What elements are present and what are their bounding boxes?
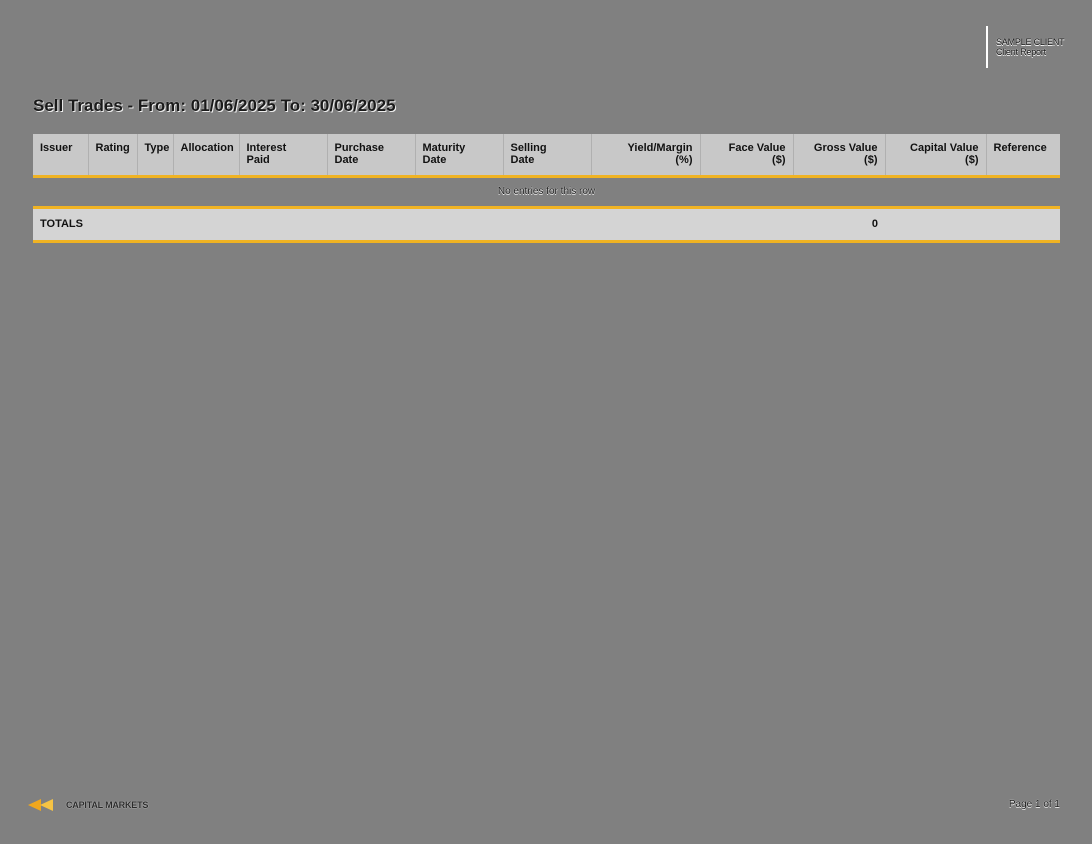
column-header-interest-paid-line2: Paid xyxy=(246,154,270,166)
column-header-selling-date-line1: Selling xyxy=(510,142,547,154)
column-header-purchase-date-line2: Date xyxy=(334,154,359,166)
column-header-purchase-date[interactable] xyxy=(327,134,415,177)
column-header-allocation[interactable] xyxy=(173,134,239,177)
column-header-gross-value[interactable] xyxy=(793,134,885,177)
column-header-type[interactable] xyxy=(137,134,173,177)
empty-state-message: No entries for this row xyxy=(33,177,1060,208)
client-name: SAMPLE CLIENT xyxy=(996,37,1065,47)
totals-reference xyxy=(986,208,1060,242)
client-header-block xyxy=(986,26,1064,68)
page-title: Sell Trades - From: 01/06/2025 To: 30/06/2025 xyxy=(33,96,396,115)
table-footer xyxy=(33,208,1060,242)
footer-logo-text: CAPITAL MARKETS xyxy=(66,800,149,810)
chevron-logo-icon xyxy=(28,798,60,812)
column-header-interest-paid-line1: Interest xyxy=(246,142,287,154)
column-header-capital-value[interactable] xyxy=(885,134,986,177)
column-header-face-value[interactable] xyxy=(700,134,793,177)
column-header-interest-paid[interactable] xyxy=(239,134,327,177)
column-header-face-value-line1: Face Value xyxy=(728,142,786,154)
client-subtitle: Client Report xyxy=(996,47,1046,57)
totals-yield-margin xyxy=(591,208,700,242)
column-header-issuer-label: Issuer xyxy=(40,142,73,154)
column-header-selling-date-line2: Date xyxy=(510,154,535,166)
column-header-maturity-date[interactable] xyxy=(415,134,503,177)
totals-label: TOTALS xyxy=(33,208,591,242)
sell-trades-table xyxy=(33,134,1060,243)
sell-trades-table-wrapper xyxy=(33,134,1060,243)
column-header-purchase-date-line1: Purchase xyxy=(334,142,385,154)
column-header-allocation-label: Allocation xyxy=(180,142,234,154)
column-header-rating[interactable] xyxy=(88,134,137,177)
column-header-rating-label: Rating xyxy=(95,142,130,154)
column-header-gross-value-line1: Gross Value xyxy=(813,142,878,154)
column-header-type-label: Type xyxy=(144,142,170,154)
column-header-selling-date[interactable] xyxy=(503,134,591,177)
totals-gross-value: 0 xyxy=(793,208,885,242)
footer-logo xyxy=(28,798,148,812)
column-header-yield-margin-line2: (%) xyxy=(675,154,693,166)
column-header-gross-value-line2: ($) xyxy=(864,154,878,166)
column-header-yield-margin[interactable] xyxy=(591,134,700,177)
table-header-row xyxy=(33,134,1060,177)
column-header-reference-label: Reference xyxy=(993,142,1047,154)
table-header xyxy=(33,134,1060,177)
totals-row xyxy=(33,208,1060,242)
empty-state-row xyxy=(33,177,1060,208)
column-header-capital-value-line1: Capital Value xyxy=(910,142,979,154)
column-header-reference[interactable] xyxy=(986,134,1060,177)
column-header-maturity-date-line2: Date xyxy=(422,154,447,166)
column-header-capital-value-line2: ($) xyxy=(965,154,979,166)
table-body xyxy=(33,177,1060,208)
page-number: Page 1 of 1 xyxy=(1008,799,1060,810)
totals-capital-value xyxy=(885,208,986,242)
column-header-maturity-date-line1: Maturity xyxy=(422,142,466,154)
column-header-face-value-line2: ($) xyxy=(772,154,786,166)
totals-face-value xyxy=(700,208,793,242)
column-header-yield-margin-line1: Yield/Margin xyxy=(627,142,693,154)
column-header-issuer[interactable] xyxy=(33,134,88,177)
